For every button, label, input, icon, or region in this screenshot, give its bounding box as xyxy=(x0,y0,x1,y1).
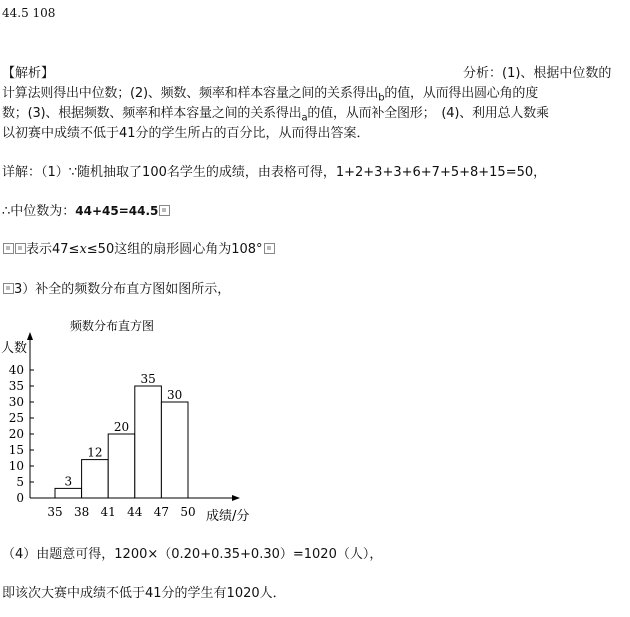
x-tick-label: 50 xyxy=(180,505,196,519)
analysis-var-a: a xyxy=(301,112,308,124)
y-axis-arrow xyxy=(27,332,33,340)
histogram-chart xyxy=(0,310,630,530)
y-axis-label: 人数 xyxy=(1,341,28,356)
chart-marks xyxy=(9,332,240,519)
broken-image-icon xyxy=(3,243,14,254)
histogram-bar xyxy=(161,402,188,498)
detail-line1: 详解：（1）∵随机抽取了100名学生的成绩，由表格可得，1+2+3+3+6+7+5+8+15=50， xyxy=(2,165,547,180)
x-tick-label: 35 xyxy=(47,505,63,519)
detail-median-label: ∴中位数为： xyxy=(2,204,76,219)
bar-value-label: 35 xyxy=(140,372,156,386)
detail-line3-b: ≤50这组的扇形圆心角为108° xyxy=(86,242,263,257)
y-tick-label: 5 xyxy=(16,475,24,489)
analysis-line1 xyxy=(463,62,611,81)
analysis-line2-a: 计算法则得出中位数； xyxy=(2,86,131,101)
bar-value-label: 20 xyxy=(113,420,130,434)
bar-value-label: 3 xyxy=(64,474,73,489)
broken-image-icon xyxy=(3,283,14,294)
bar-value-label: 12 xyxy=(87,445,103,460)
detail-line4 xyxy=(2,278,230,297)
x-tick-label: 38 xyxy=(73,505,90,519)
analysis-step1: (1)、根据中位数的 xyxy=(502,66,612,81)
answer-line: 44.5 108 xyxy=(2,6,56,20)
y-tick-label: 30 xyxy=(8,395,24,409)
analysis-line3-c: 的值，从而补全图形； xyxy=(307,106,436,121)
analysis-line2-b: (2)、频数、频率和样本容量之间的关系得出 xyxy=(130,86,379,101)
histogram-bar xyxy=(82,460,109,498)
x-tick-label: 44 xyxy=(127,505,143,519)
analysis-line4: 以初赛中成绩不低于41分的学生所占的百分比，从而得出答案． xyxy=(2,126,370,141)
jiexi-heading: 【解析】 xyxy=(2,66,55,81)
detail-line5: （4）由题意可得，1200×（0.20+0.35+0.30）=1020（人）， xyxy=(2,547,383,562)
analysis-line3-b: (3)、根据频数、频率和样本容量之间的关系得出 xyxy=(27,106,302,121)
chart-title: 频数分布直方图 xyxy=(70,319,155,333)
x-axis-label: 成绩/分 xyxy=(206,509,250,524)
detail-line3-a: 表示47≤ xyxy=(26,242,80,257)
y-tick-label: 0 xyxy=(16,491,24,505)
y-tick-label: 25 xyxy=(8,411,24,425)
histogram-bar xyxy=(108,434,135,498)
bar-value-label: 30 xyxy=(167,388,183,402)
detail-var-x: x xyxy=(79,242,87,257)
x-tick-label: 47 xyxy=(153,505,170,519)
analysis-line3-a: 数； xyxy=(2,106,28,121)
y-tick-label: 15 xyxy=(8,443,24,457)
broken-image-icon xyxy=(159,205,170,216)
y-tick-label: 10 xyxy=(8,459,24,473)
detail-median-value: 44+45=44.5 xyxy=(75,204,159,218)
analysis-line2 xyxy=(2,82,538,104)
detail-line6: 即该次大赛中成绩不低于41分的学生有1020人． xyxy=(2,586,286,601)
y-tick-label: 20 xyxy=(8,427,24,441)
analysis-var-b: b xyxy=(378,92,385,104)
x-axis-arrow xyxy=(232,495,240,501)
y-tick-label: 40 xyxy=(8,363,24,377)
analysis-line3 xyxy=(2,102,549,124)
y-tick-label: 35 xyxy=(8,379,24,393)
histogram-bar xyxy=(135,386,162,498)
analysis-line3-d: (4)、利用总人数乘 xyxy=(441,106,549,121)
histogram-bar xyxy=(55,488,82,498)
detail-line2 xyxy=(2,200,170,219)
broken-image-icon xyxy=(15,243,26,254)
detail-line4-text: 3）补全的频数分布直方图如图所示， xyxy=(14,282,231,297)
analysis-label: 分析： xyxy=(463,66,503,81)
broken-image-icon xyxy=(264,243,275,254)
x-tick-label: 41 xyxy=(100,505,116,519)
detail-line3 xyxy=(2,238,275,257)
analysis-line2-c: 的值，从而得出圆心角的度 xyxy=(384,86,538,101)
